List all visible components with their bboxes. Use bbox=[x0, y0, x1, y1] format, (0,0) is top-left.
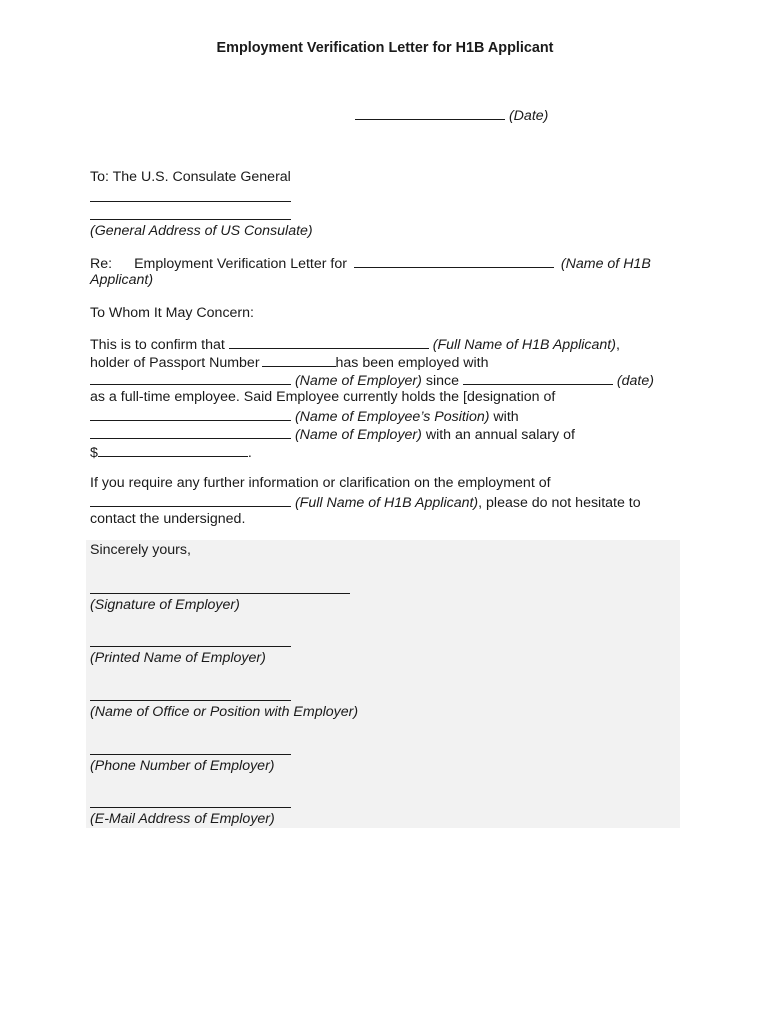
email-address-line[interactable] bbox=[90, 807, 291, 808]
body-text: with bbox=[493, 409, 519, 425]
email-address-label: (E-Mail Address of Employer) bbox=[90, 811, 275, 827]
applicant-name-blank[interactable] bbox=[229, 334, 429, 349]
consulate-address-line-2[interactable] bbox=[90, 219, 291, 220]
office-position-label: (Name of Office or Position with Employer) bbox=[90, 704, 359, 720]
body-line-8: If you require any further information or clarification on the employment of bbox=[90, 475, 551, 491]
body-line-3 bbox=[90, 370, 654, 390]
phone-number-label: (Phone Number of Employer) bbox=[90, 758, 275, 774]
employer-name-blank[interactable] bbox=[90, 370, 291, 385]
phone-number-line[interactable] bbox=[90, 754, 291, 755]
re-prefix: Re: bbox=[90, 256, 113, 272]
start-date-label: (date) bbox=[616, 373, 654, 389]
body-text: , bbox=[615, 337, 620, 353]
body-text: with an annual salary of bbox=[425, 427, 575, 443]
printed-name-label: (Printed Name of Employer) bbox=[90, 650, 266, 666]
signature-line[interactable] bbox=[90, 593, 350, 594]
date-field[interactable] bbox=[355, 105, 548, 124]
body-line-1 bbox=[90, 334, 620, 354]
body-line-4: as a full-time employee. Said Employee currently holds the [designation of bbox=[90, 389, 556, 405]
employer-name-label-2: (Name of Employer) bbox=[294, 427, 422, 443]
body-text: has been employed with bbox=[335, 355, 489, 371]
closing: Sincerely yours, bbox=[90, 542, 191, 558]
applicant-name-label: (Full Name of H1B Applicant) bbox=[432, 337, 616, 353]
position-blank[interactable] bbox=[90, 406, 291, 421]
signature-block bbox=[86, 540, 680, 828]
currency-symbol: $ bbox=[90, 445, 98, 461]
body-line-2 bbox=[90, 352, 489, 372]
passport-number-blank[interactable] bbox=[262, 352, 336, 367]
consulate-address-line-1[interactable] bbox=[90, 201, 291, 202]
salary-blank[interactable] bbox=[98, 442, 248, 457]
salutation: To Whom It May Concern: bbox=[90, 305, 254, 321]
employer-name-blank-2[interactable] bbox=[90, 424, 291, 439]
body-text: , please do not hesitate to bbox=[478, 495, 641, 511]
re-subject: Employment Verification Letter for bbox=[134, 256, 347, 272]
date-label: (Date) bbox=[508, 108, 549, 124]
office-position-line[interactable] bbox=[90, 700, 291, 701]
body-line-6 bbox=[90, 424, 575, 444]
re-applicant-label-2: Applicant) bbox=[90, 272, 154, 288]
consulate-address-label: (General Address of US Consulate) bbox=[90, 223, 313, 239]
re-line bbox=[90, 253, 651, 273]
body-line-7 bbox=[90, 442, 252, 462]
body-line-9 bbox=[90, 492, 641, 512]
body-text: This is to confirm that bbox=[90, 337, 225, 353]
start-date-blank[interactable] bbox=[463, 370, 613, 385]
applicant-name-blank-2[interactable] bbox=[90, 492, 291, 507]
re-applicant-blank[interactable] bbox=[354, 253, 554, 268]
recipient-to: To: The U.S. Consulate General bbox=[90, 169, 291, 185]
body-line-10: contact the undersigned. bbox=[90, 511, 246, 527]
date-blank[interactable] bbox=[355, 105, 505, 120]
body-text: . bbox=[247, 445, 252, 461]
body-line-5 bbox=[90, 406, 519, 426]
body-text: since bbox=[425, 373, 459, 389]
applicant-name-label-2: (Full Name of H1B Applicant) bbox=[294, 495, 479, 511]
page-title: Employment Verification Letter for H1B Applicant bbox=[216, 40, 554, 56]
re-applicant-label-1: (Name of H1B bbox=[560, 256, 651, 272]
signature-label: (Signature of Employer) bbox=[90, 597, 240, 613]
printed-name-line[interactable] bbox=[90, 646, 291, 647]
employer-name-label: (Name of Employer) bbox=[294, 373, 422, 389]
position-label: (Name of Employee’s Position) bbox=[294, 409, 490, 425]
body-text: holder of Passport Number bbox=[90, 355, 260, 371]
